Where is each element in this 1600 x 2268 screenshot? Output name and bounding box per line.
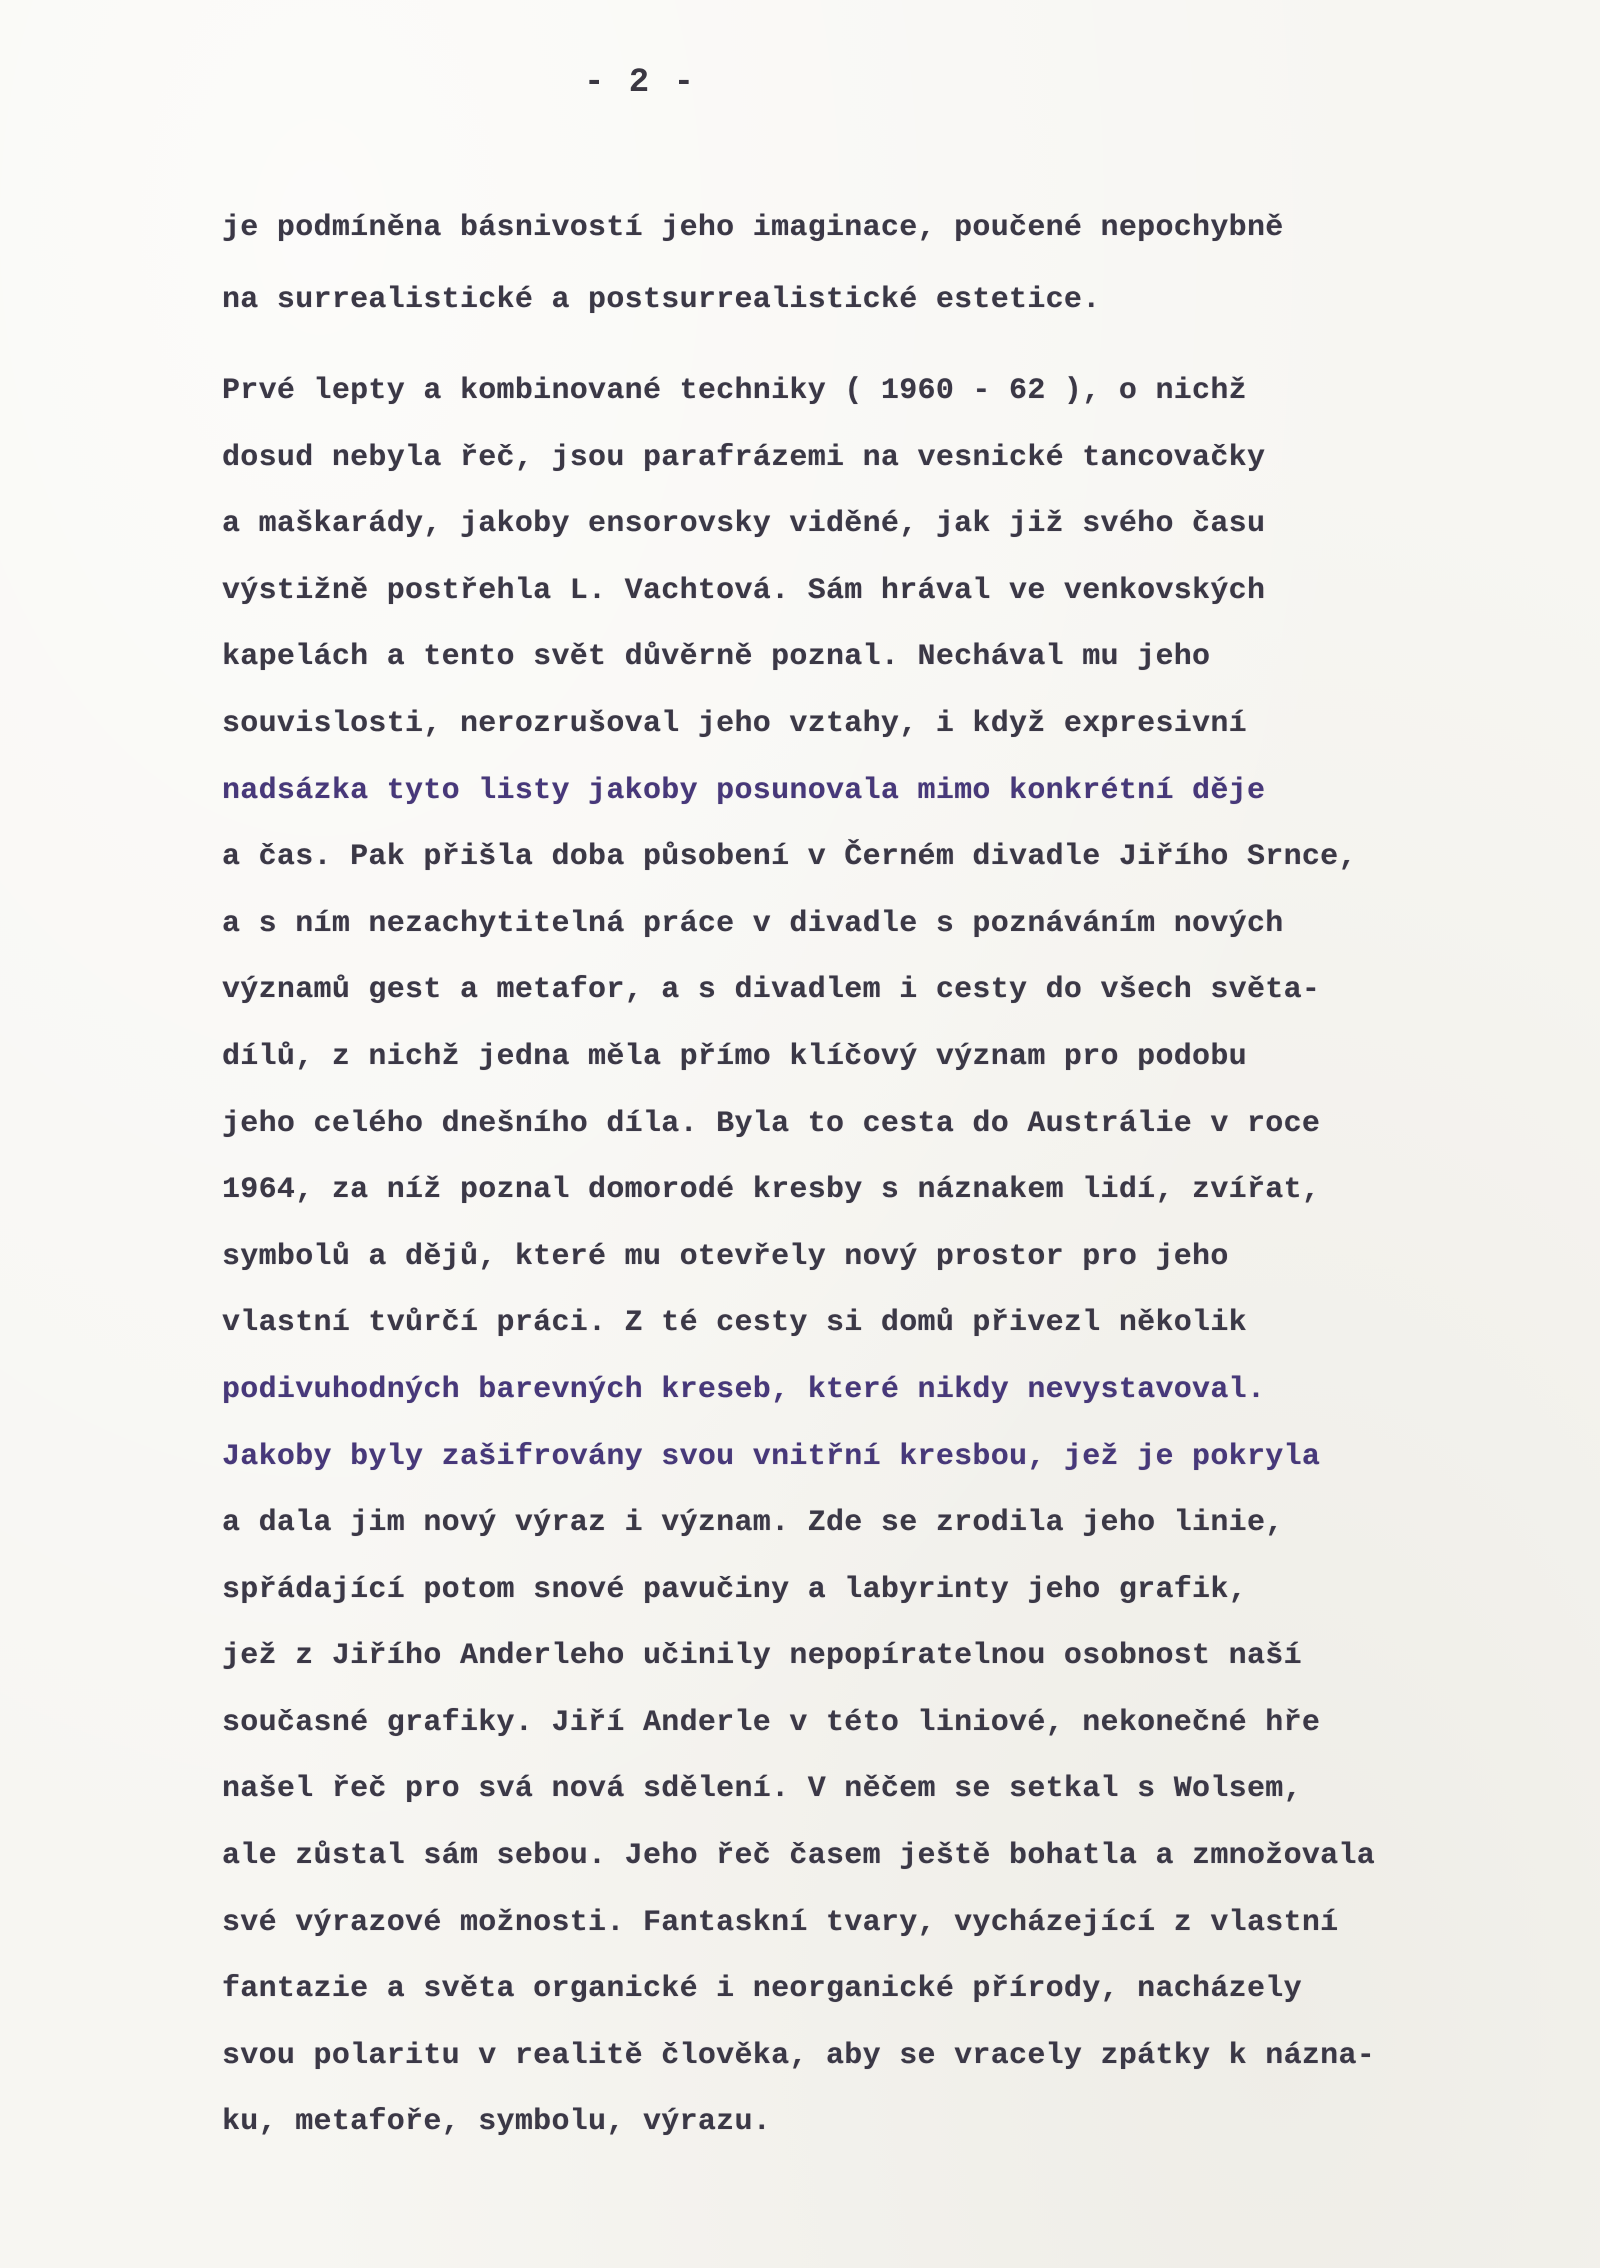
text-line: ku, metafoře, symbolu, výrazu.	[222, 2105, 772, 2140]
text-line: své výrazové možnosti. Fantaskní tvary, vycházející z vlastní	[222, 1905, 1339, 1940]
text-line: jeho celého dnešního díla. Byla to cesta do Austrálie v roce	[222, 1106, 1321, 1141]
text-line: dosud nebyla řeč, jsou parafrázemi na vesnické tancovačky	[222, 440, 1266, 475]
text-line: kapelách a tento svět důvěrně poznal. Nechával mu jeho	[222, 640, 1211, 675]
text-line: a dala jim nový výraz i význam. Zde se zrodila jeho linie,	[222, 1506, 1284, 1541]
text-line: 1964, za níž poznal domorodé kresby s náznakem lidí, zvířat,	[222, 1173, 1321, 1208]
text-line: významů gest a metafor, a s divadlem i cesty do všech světa-	[222, 973, 1321, 1008]
text-line: ale zůstal sám sebou. Jeho řeč časem ještě bohatla a zmnožovala	[222, 1839, 1376, 1874]
text-line: dílů, z nichž jedna měla přímo klíčový význam pro podobu	[222, 1039, 1247, 1074]
text-line: vlastní tvůrčí práci. Z té cesty si domů přivezl několik	[222, 1306, 1247, 1341]
text-line: na surrealistické a postsurrealistické estetice.	[222, 283, 1101, 317]
text-line: výstižně postřehla L. Vachtová. Sám hrával ve venkovských	[222, 573, 1266, 608]
text-line: svou polaritu v realitě člověka, aby se vracely zpátky k názna-	[222, 2038, 1376, 2073]
page-number: - 2 -	[583, 64, 697, 102]
paragraph-2	[222, 358, 1522, 2156]
text-line: spřádající potom snové pavučiny a labyrinty jeho grafik,	[222, 1572, 1247, 1607]
text-line: je podmíněna básnivostí jeho imaginace, poučené nepochybně	[222, 211, 1284, 245]
text-line: Prvé lepty a kombinované techniky ( 1960 - 62 ), o nichž	[222, 374, 1247, 408]
text-line: nadsázka tyto listy jakoby posunovala mimo konkrétní děje	[222, 773, 1266, 808]
paragraph-1	[222, 192, 1522, 336]
text-line: současné grafiky. Jiří Anderle v této liniové, nekonečné hře	[222, 1705, 1321, 1740]
text-line: a s ním nezachytitelná práce v divadle s poznáváním nových	[222, 906, 1284, 941]
text-line: souvislosti, nerozrušoval jeho vztahy, i když expresivní	[222, 706, 1247, 741]
text-line: a čas. Pak přišla doba působení v Černém divadle Jiřího Srnce,	[222, 840, 1357, 875]
text-line: symbolů a dějů, které mu otevřely nový prostor pro jeho	[222, 1239, 1229, 1274]
text-line: našel řeč pro svá nová sdělení. V něčem se setkal s Wolsem,	[222, 1772, 1302, 1807]
text-line: a maškarády, jakoby ensorovsky viděné, jak již svého času	[222, 507, 1266, 542]
text-line: podivuhodných barevných kreseb, které nikdy nevystavoval.	[222, 1372, 1266, 1407]
text-line: Jakoby byly zašifrovány svou vnitřní kresbou, jež je pokryla	[222, 1439, 1321, 1474]
text-line: fantazie a světa organické i neorganické přírody, nacházely	[222, 1972, 1302, 2007]
text-line: jež z Jiřího Anderleho učinily nepopíratelnou osobnost naší	[222, 1639, 1302, 1674]
